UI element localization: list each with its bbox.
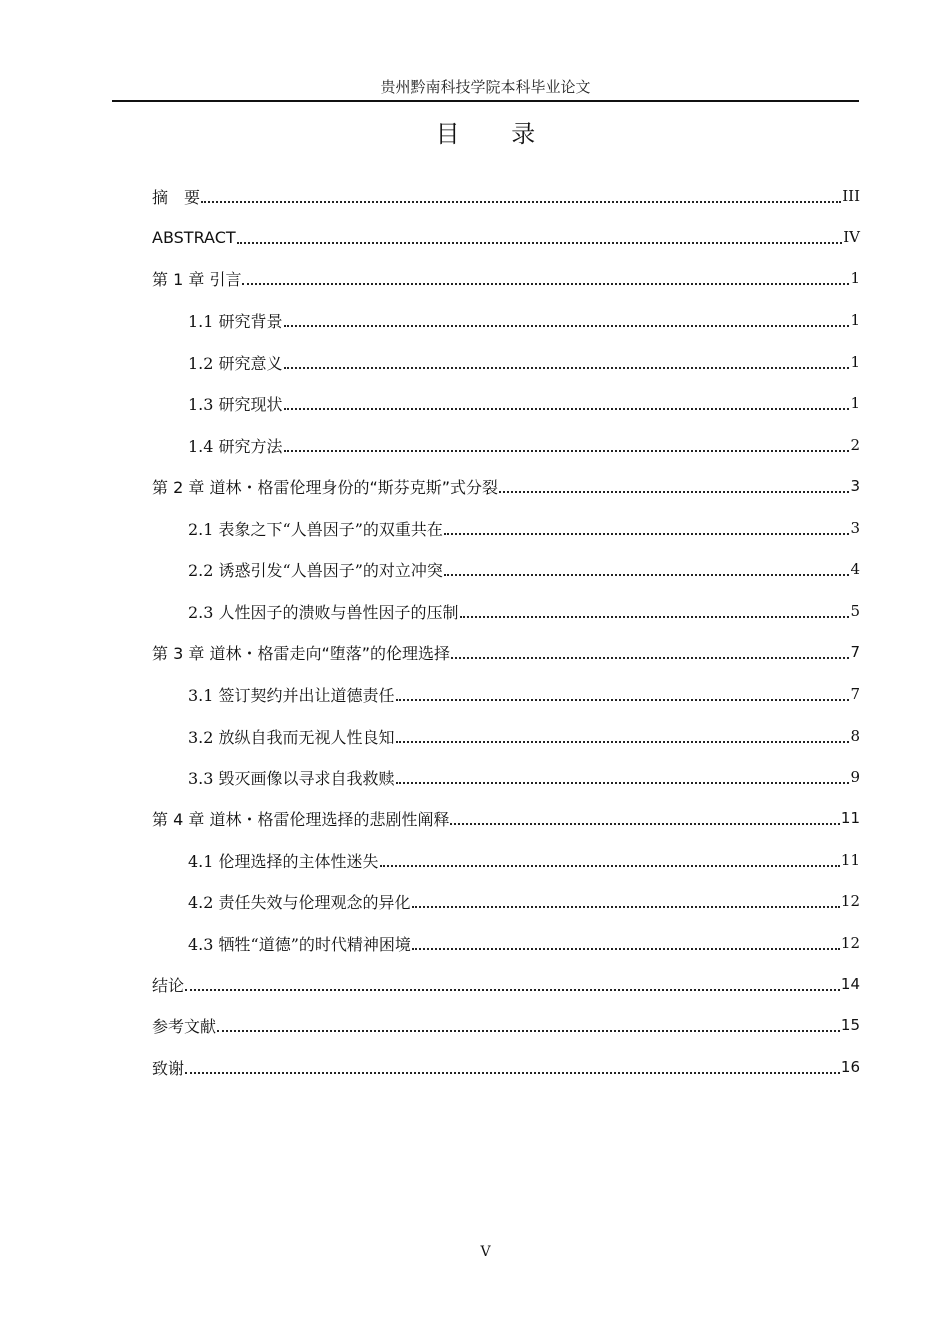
toc-dot-leader — [451, 657, 849, 659]
toc-dot-leader — [237, 242, 843, 244]
toc-entry-page: 7 — [850, 643, 860, 661]
toc-entry-label: 摘 要 — [152, 187, 201, 207]
toc-entry-page: 14 — [840, 975, 860, 993]
toc-title: 目 录 — [435, 120, 558, 148]
toc-entry-page: 3 — [850, 519, 860, 537]
toc-dot-leader — [242, 283, 849, 285]
toc-dot-leader — [412, 948, 840, 950]
toc-dot-leader — [201, 201, 841, 203]
toc-entry[interactable] — [152, 759, 860, 795]
toc-entry[interactable] — [152, 427, 860, 463]
toc-dot-leader — [284, 325, 850, 327]
toc-entry-page: 9 — [850, 768, 860, 786]
toc-entry-label: 致谢 — [152, 1058, 185, 1078]
toc-entry[interactable] — [152, 260, 860, 296]
toc-entry-label: 结论 — [152, 975, 185, 995]
toc-entry-page: 1 — [850, 353, 860, 371]
toc-dot-leader — [284, 450, 850, 452]
toc-entry-label: 1.3 研究现状 — [188, 394, 283, 414]
toc-dot-leader — [396, 782, 850, 784]
toc-entry-page: 16 — [840, 1058, 860, 1076]
toc-entry-label: 参考文献 — [152, 1016, 217, 1036]
toc-entry-label: 第 2 章 道林・格雷伦理身份的“斯芬克斯”式分裂 — [152, 477, 499, 497]
toc-entry-label: 第 4 章 道林・格雷伦理选择的悲剧性阐释 — [152, 809, 450, 829]
toc-dot-leader — [396, 699, 850, 701]
toc-entry-label: 第 1 章 引言 — [152, 269, 242, 289]
toc-entry[interactable] — [152, 178, 860, 214]
toc-entry[interactable] — [152, 219, 860, 255]
toc-entry-page: 3 — [850, 477, 860, 495]
toc-entry-page: 12 — [840, 892, 860, 910]
toc-dot-leader — [412, 906, 840, 908]
toc-dot-leader — [380, 865, 840, 867]
toc-entry-page: 1 — [850, 269, 860, 287]
header-rule — [112, 100, 859, 102]
toc-entry-page: 12 — [840, 934, 860, 952]
toc-entry[interactable] — [152, 1007, 860, 1043]
toc-entry[interactable] — [152, 302, 860, 338]
toc-entry[interactable] — [152, 1049, 860, 1085]
toc-entry-page: 1 — [850, 311, 860, 329]
toc-entry-page: IV — [843, 228, 860, 246]
toc-entry[interactable] — [152, 883, 860, 919]
toc-entry[interactable] — [152, 468, 860, 504]
toc-entry-page: 11 — [840, 809, 860, 827]
toc-entry[interactable] — [152, 385, 860, 421]
toc-dot-leader — [444, 574, 850, 576]
toc-entry-page: 7 — [850, 685, 860, 703]
toc-entry[interactable] — [152, 800, 860, 836]
toc-dot-leader — [284, 408, 850, 410]
toc-entry-label: 2.2 诱惑引发“人兽因子”的对立冲突 — [188, 560, 443, 580]
toc-entry-label: 3.3 毁灭画像以寻求自我救赎 — [188, 768, 395, 788]
toc-dot-leader — [444, 533, 850, 535]
toc-dot-leader — [499, 491, 849, 493]
toc-dot-leader — [396, 741, 850, 743]
toc-entry[interactable] — [152, 510, 860, 546]
toc-entry[interactable] — [152, 966, 860, 1002]
toc-entry-label: 2.1 表象之下“人兽因子”的双重共在 — [188, 519, 443, 539]
toc-dot-leader — [185, 1072, 840, 1074]
toc-dot-leader — [185, 989, 840, 991]
toc-entry-label: 1.2 研究意义 — [188, 353, 283, 373]
toc-entry[interactable] — [152, 344, 860, 380]
toc-entry-label: 3.2 放纵自我而无视人性良知 — [188, 727, 395, 747]
toc-entry-page: 5 — [850, 602, 860, 620]
toc-entry-page: 4 — [850, 560, 860, 578]
toc-entry-label: 4.3 牺牲“道德”的时代精神困境 — [188, 934, 411, 954]
toc-entry-label: 2.3 人性因子的溃败与兽性因子的压制 — [188, 602, 459, 622]
toc-entry-label: ABSTRACT — [152, 227, 236, 247]
toc-entry[interactable] — [152, 593, 860, 629]
page-number: V — [480, 1244, 491, 1260]
toc-entry[interactable] — [152, 676, 860, 712]
toc-entry-label: 第 3 章 道林・格雷走向“堕落”的伦理选择 — [152, 643, 451, 663]
toc-entry-page: 2 — [850, 436, 860, 454]
toc-entry-label: 1.1 研究背景 — [188, 311, 283, 331]
toc-entry-label: 3.1 签订契约并出让道德责任 — [188, 685, 395, 705]
toc-entry[interactable] — [152, 925, 860, 961]
toc-dot-leader — [284, 367, 850, 369]
toc-entry-page: 15 — [840, 1016, 860, 1034]
toc-dot-leader — [217, 1030, 840, 1032]
toc-entry-label: 4.2 责任失效与伦理观念的异化 — [188, 892, 411, 912]
toc-entry-page: 1 — [850, 394, 860, 412]
toc-entry-page: III — [842, 187, 860, 205]
toc-entry-label: 1.4 研究方法 — [188, 436, 283, 456]
toc-dot-leader — [460, 616, 850, 618]
toc-entry-page: 11 — [840, 851, 860, 869]
page-header: 贵州黔南科技学院本科毕业论文 — [380, 78, 591, 96]
toc-entry-label: 4.1 伦理选择的主体性迷失 — [188, 851, 379, 871]
toc-entry-page: 8 — [850, 727, 860, 745]
toc-dot-leader — [450, 823, 839, 825]
toc-entry[interactable] — [152, 842, 860, 878]
toc-entry[interactable] — [152, 551, 860, 587]
toc-entry[interactable] — [152, 718, 860, 754]
toc-entry[interactable] — [152, 634, 860, 670]
